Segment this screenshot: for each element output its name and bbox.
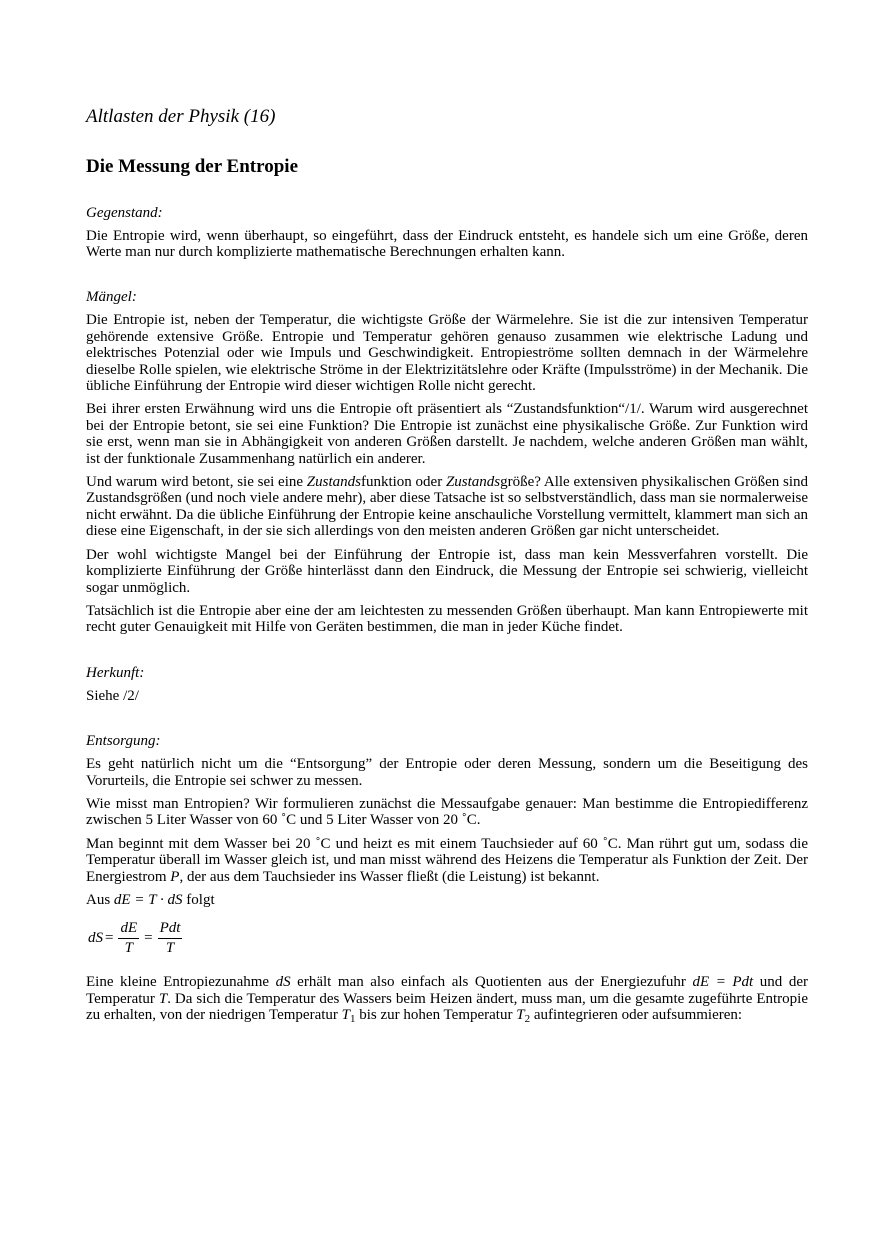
formula-equals: =	[105, 930, 114, 947]
text-run: Und warum wird betont, sie sei eine	[86, 474, 307, 491]
entsorgung-paragraph-5	[86, 974, 808, 1027]
maengel-paragraph-2: Bei ihrer ersten Erwähnung wird uns die Entropie oft präsentiert als “Zustandsfunktion“/1/. Warum wird ausgerechnet bei der Entropie betont, sie sei eine Funktion? Die Entropie ist zunächst eine physikalische Größe. Zur Funktion wird sie erst, wenn man sie in Abhängigkeit von anderen Größen darstellt. Je nachdem, welche anderen Größen man wählt, ist der funktionale Zusammenhang natürlich ein anderer.	[86, 401, 808, 467]
page-title: Die Messung der Entropie	[86, 155, 298, 177]
herkunft-paragraph: Siehe /2/	[86, 687, 139, 704]
symbol-T1: T	[341, 1007, 350, 1024]
subscript-2: 2	[524, 1013, 531, 1026]
text-run: Aus	[86, 891, 114, 908]
text-run: Man beginnt mit dem Wasser bei 20 ˚C und heizt es mit einem Tauchsieder auf 60 ˚C. Man rührt gut um, sodass die Temperatur überall im Wasser gleich ist, und man misst während des Heizens die Temperatur als Funktion der Zeit. Der Energiestrom	[86, 835, 808, 885]
entsorgung-paragraph-4	[86, 892, 808, 908]
fraction-denominator: T	[165, 940, 175, 957]
series-title: Altlasten der Physik (16)	[86, 106, 276, 127]
text-run: folgt	[182, 891, 215, 908]
symbol-T2: T	[516, 1007, 525, 1024]
inline-equation: dE = T · dS	[113, 891, 183, 908]
maengel-paragraph-3	[86, 474, 808, 540]
section-heading-gegenstand: Gegenstand:	[86, 204, 163, 221]
fraction-Pdt-over-T	[158, 920, 183, 957]
gegenstand-paragraph: Die Entropie wird, wenn überhaupt, so eingeführt, dass der Eindruck entsteht, es handele sich um eine Größe, deren Werte man nur durch komplizierte mathematische Berechnungen erhalten kann.	[86, 227, 808, 260]
fraction-numerator: dE	[118, 920, 139, 939]
symbol-P: P	[170, 868, 180, 885]
symbol-dS: dS	[275, 974, 291, 991]
maengel-paragraph-5: Tatsächlich ist die Entropie aber eine der am leichtesten zu messenden Größen überhaupt. Man kann Entropiewerte mit recht guter Genauigkeit mit Hilfe von Geräten bestimmen, die man in jeder Küche findet.	[86, 602, 808, 636]
text-run: Eine kleine Entropiezunahme	[86, 974, 276, 991]
symbol-dE-Pdt: dE = Pdt	[692, 974, 754, 991]
text-run: , der aus dem Tauchsieder ins Wasser fließt (die Leistung) ist bekannt.	[179, 868, 600, 885]
entropy-formula	[88, 920, 808, 957]
fraction-dE-over-T	[118, 920, 139, 957]
text-run: bis zur hohen Temperatur	[355, 1007, 517, 1024]
text-run: und der Temperatur	[86, 974, 809, 1007]
fraction-numerator: Pdt	[158, 920, 183, 939]
section-heading-entsorgung: Entsorgung:	[86, 733, 161, 750]
subscript-1: 1	[350, 1013, 356, 1026]
text-run-italic: Zustands	[306, 474, 361, 491]
text-run: . Da sich die Temperatur des Wassers beim Heizen ändert, muss man, um die gesamte zugeführte Entropie zu erhalten, von der niedrigen Temperatur	[86, 990, 808, 1024]
symbol-T: T	[158, 990, 168, 1007]
entsorgung-paragraph-1: Es geht natürlich nicht um die “Entsorgung” der Entropie oder deren Messung, sondern um die Beseitigung des Vorurteils, die Entropie sei schwer zu messen.	[86, 756, 808, 789]
text-run-italic: Zustands	[445, 474, 501, 491]
text-run: größe? Alle extensiven physikalischen Größen sind Zustandsgrößen (und noch viele andere mehr), aber diese Tatsache ist so selbstverständlich, dass man sie normalerweise nicht erwähnt. Da die übliche Einführung der Entropie keine anschauliche Vorstellung vermittelt, klammert man sich an diese eine Eigenschaft, in der sie sich allerdings von den meisten anderen Größen gar nicht unterscheidet.	[86, 474, 808, 540]
section-heading-herkunft: Herkunft:	[86, 664, 145, 681]
formula-lhs: dS	[88, 930, 103, 947]
maengel-paragraph-4: Der wohl wichtigste Mangel bei der Einführung der Entropie ist, dass man kein Messverfahren vorstellt. Die komplizierte Einführung der Größe hinterlässt dann den Eindruck, die Messung der Entropie sei schwierig, vielleicht sogar unmöglich.	[86, 546, 808, 596]
maengel-paragraph-1: Die Entropie ist, neben der Temperatur, die wichtigste Größe der Wärmelehre. Sie ist die zur intensiven Temperatur gehörende extensive Größe. Entropie und Temperatur gehören genauso zusammen wie elektrische Ladung und elektrisches Potenzial oder wie Impuls und Geschwindigkeit. Entropieströme sollten demnach in der Wärmelehre dieselbe Rolle spielen, wie elektrische Ströme in der Elektrizitätslehre oder Kräfte (Impulsströme) in der Mechanik. Die übliche Einführung der Entropie wird dieser wichtigen Rolle nicht gerecht.	[86, 312, 808, 395]
entsorgung-paragraph-3	[86, 836, 808, 885]
text-run: aufintegrieren oder aufsummieren:	[530, 1007, 743, 1024]
text-run: funktion oder	[360, 474, 446, 491]
text-run: erhält man also einfach als Quotienten aus der Energiezufuhr	[290, 974, 693, 991]
fraction-denominator: T	[124, 940, 133, 957]
formula-equals: =	[144, 930, 153, 947]
document-page	[86, 106, 808, 1035]
section-heading-maengel: Mängel:	[86, 289, 137, 306]
entsorgung-paragraph-2: Wie misst man Entropien? Wir formulieren zunächst die Messaufgabe genauer: Man bestimme die Entropiedifferenz zwischen 5 Liter Wasser von 60 ˚C und 5 Liter Wasser von 20 ˚C.	[86, 795, 808, 829]
